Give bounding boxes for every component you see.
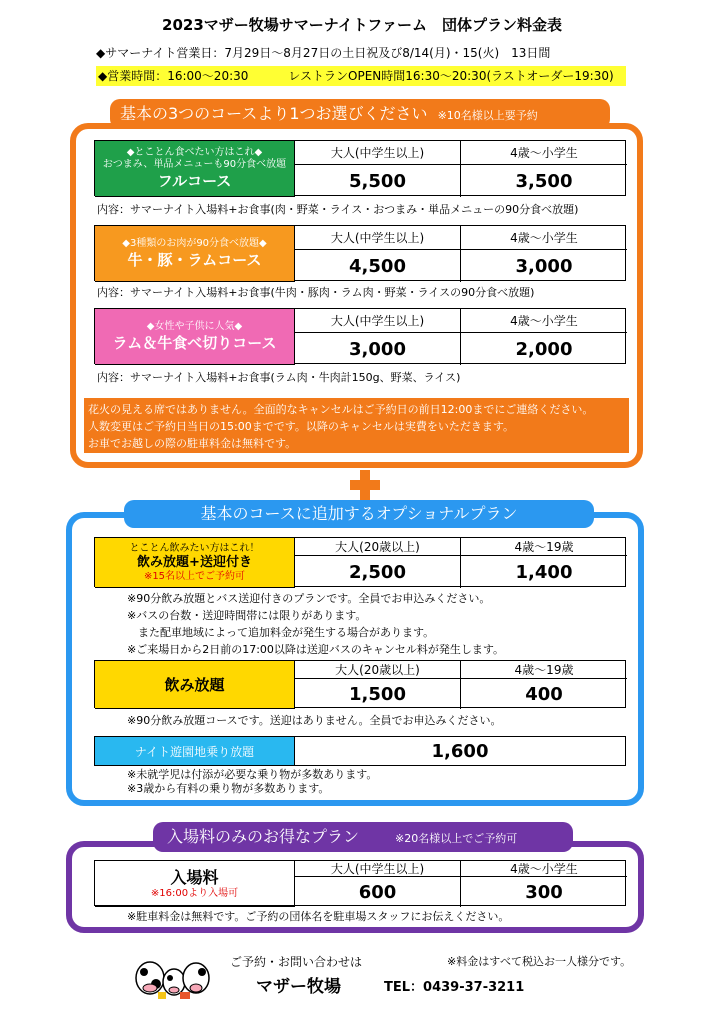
basic-courses-note: ※10名様以上要予約 [437, 109, 538, 122]
meat-course-name: 牛・豚・ラムコース [127, 250, 262, 269]
entry-fee-table [94, 860, 626, 906]
all-you-can-drink-label [95, 661, 295, 709]
adult-column-header: 大人(中学生以上) [295, 309, 461, 333]
drink-shuttle-label [95, 538, 295, 588]
all-you-can-drink-note: ※90分飲み放題コースです。送迎はありません。全員でお申込みください。 [127, 714, 502, 727]
notice-line: 花火の見える席ではありません。全面的なキャンセルはご予約日の前日12:00までにご連絡ください。 [88, 403, 594, 416]
plus-icon [350, 470, 380, 500]
adult-column-header: 大人(中学生以上) [295, 861, 461, 877]
youth-price: 400 [525, 683, 563, 705]
youth-column-header: 4歳～19歳 [461, 538, 627, 556]
child-price: 3,000 [515, 255, 573, 277]
notice-line: 人数変更はご予約日当日の15:00までです。以降のキャンセルは実費をいただきます。 [88, 420, 514, 433]
adult-column-header: 大人(20歳以上) [295, 661, 461, 679]
full-course-table [94, 140, 626, 196]
hours-banner [96, 66, 626, 86]
schedule-text: ◆サマーナイト営業日：7月29日～8月27日の土日祝及び8/14(月)・15(火) 13日間 [96, 46, 551, 60]
full-course-tag2: おつまみ、単品メニューも90分食べ放題 [102, 158, 287, 170]
adult-column-header: 大人(20歳以上) [295, 538, 461, 556]
adult-price: 600 [295, 877, 461, 907]
entry-fee-name: 入場料 [170, 867, 219, 887]
tax-note: ※料金はすべて税込お一人様分です。 [447, 955, 632, 968]
entry-footnote: ※駐車料金は無料です。ご予約の団体名を駐車場スタッフにお伝えください。 [127, 910, 510, 923]
page-title: 2023マザー牧場サマーナイトファーム 団体プラン料金表 [162, 16, 562, 34]
youth-price: 1,400 [515, 561, 573, 583]
amusement-ride-label: ナイト遊園地乗り放題 [95, 737, 295, 765]
meat-course-description: 内容：サマーナイト入場料+お食事(牛肉・豚肉・ラム肉・野菜・ライスの90分食べ放題) [97, 286, 535, 299]
full-course-description: 内容：サマーナイト入場料+お食事(肉・野菜・ライス・おつまみ・単品メニューの90分食べ放題) [97, 203, 579, 216]
lamb-beef-course-description: 内容：サマーナイト入場料+お食事(ラム肉・牛肉計150g、野菜、ライス) [97, 371, 461, 384]
youth-column-header: 4歳～19歳 [461, 661, 627, 679]
adult-price: 4,500 [295, 250, 461, 282]
adult-price: 1,500 [295, 679, 461, 709]
entry-plan-header [153, 822, 573, 852]
lamb-beef-course-tag: ◆女性や子供に人気◆ [146, 320, 243, 332]
child-column-header: 4歳～小学生 [461, 141, 627, 165]
note-line: また配車地域によって追加料金が発生する場合があります。 [127, 626, 435, 639]
farm-name: マザー牧場 [256, 977, 341, 997]
child-column-header: 4歳～小学生 [461, 226, 627, 250]
optional-plans-header: 基本のコースに追加するオプショナルプラン [124, 500, 594, 528]
meat-course-label [95, 226, 295, 282]
adult-column-header: 大人(中学生以上) [295, 141, 461, 165]
full-course-tag: ◆とことん食べたい方はこれ◆ [126, 146, 263, 158]
entry-plan-note: ※20名様以上でご予約可 [395, 832, 518, 845]
drink-shuttle-table [94, 537, 626, 587]
drink-shuttle-name: 飲み放題+送迎付き [137, 554, 252, 570]
child-column-header: 4歳～小学生 [461, 861, 627, 877]
all-you-can-drink-table [94, 660, 626, 708]
note-line: ※バスの台数・送迎時間帯には限りがあります。 [127, 609, 367, 622]
entry-plan-title: 入場料のみのお得なプラン [167, 827, 360, 846]
drink-shuttle-notes [127, 590, 504, 658]
note-line: ※90分飲み放題とバス送迎付きのプランです。全員でお申込みください。 [127, 592, 491, 605]
entry-fee-label [95, 861, 295, 907]
drink-shuttle-note: ※15名以上でご予約可 [143, 570, 246, 582]
phone-number: TEL：0439-37-3211 [384, 980, 525, 995]
note-line: ※未就学児は付添が必要な乗り物が多数あります。 [127, 768, 378, 781]
contact-label: ご予約・お問い合わせは [230, 955, 363, 969]
note-line: ※3歳から有料の乗り物が多数あります。 [127, 782, 330, 795]
amusement-ride-price: 1,600 [431, 740, 489, 762]
full-course-name: フルコース [157, 171, 232, 190]
child-price: 3,500 [515, 170, 573, 192]
notice-line: お車でお越しの際の駐車料金は無料です。 [88, 437, 297, 450]
notice-box [84, 398, 629, 453]
lamb-beef-course-label [95, 309, 295, 365]
drink-shuttle-tag: とことん飲みたい方はこれ！ [129, 542, 260, 554]
amusement-ride-notes [127, 768, 377, 796]
full-course-label [95, 141, 295, 197]
lamb-beef-course-table [94, 308, 626, 364]
restaurant-hours-text: レストランOPEN時間16:30～20:30(ラストオーダー19:30) [288, 69, 614, 83]
adult-price: 3,000 [295, 333, 461, 365]
all-you-can-drink-name: 飲み放題 [164, 675, 225, 694]
adult-price: 2,500 [295, 556, 461, 588]
adult-price: 5,500 [295, 165, 461, 197]
basic-courses-title: 基本の3つのコースより1つお選びください [120, 104, 428, 123]
amusement-ride-table [94, 736, 626, 766]
note-line: ※ご来場日から2日前の17:00以降は送迎バスのキャンセル料が発生します。 [127, 643, 505, 656]
adult-column-header: 大人(中学生以上) [295, 226, 461, 250]
lamb-beef-course-name: ラム＆牛食べ切りコース [112, 333, 277, 352]
hours-text: ◆営業時間：16:00～20:30 [98, 69, 249, 83]
entry-fee-note: ※16:00より入場可 [150, 887, 239, 899]
child-price: 2,000 [515, 338, 573, 360]
meat-course-tag: ◆3種類のお肉が90分食べ放題◆ [122, 237, 267, 249]
child-column-header: 4歳～小学生 [461, 309, 627, 333]
basic-courses-header [110, 99, 610, 129]
child-price: 300 [525, 881, 563, 903]
meat-course-table [94, 225, 626, 281]
cow-mascot-icon [130, 948, 214, 1000]
